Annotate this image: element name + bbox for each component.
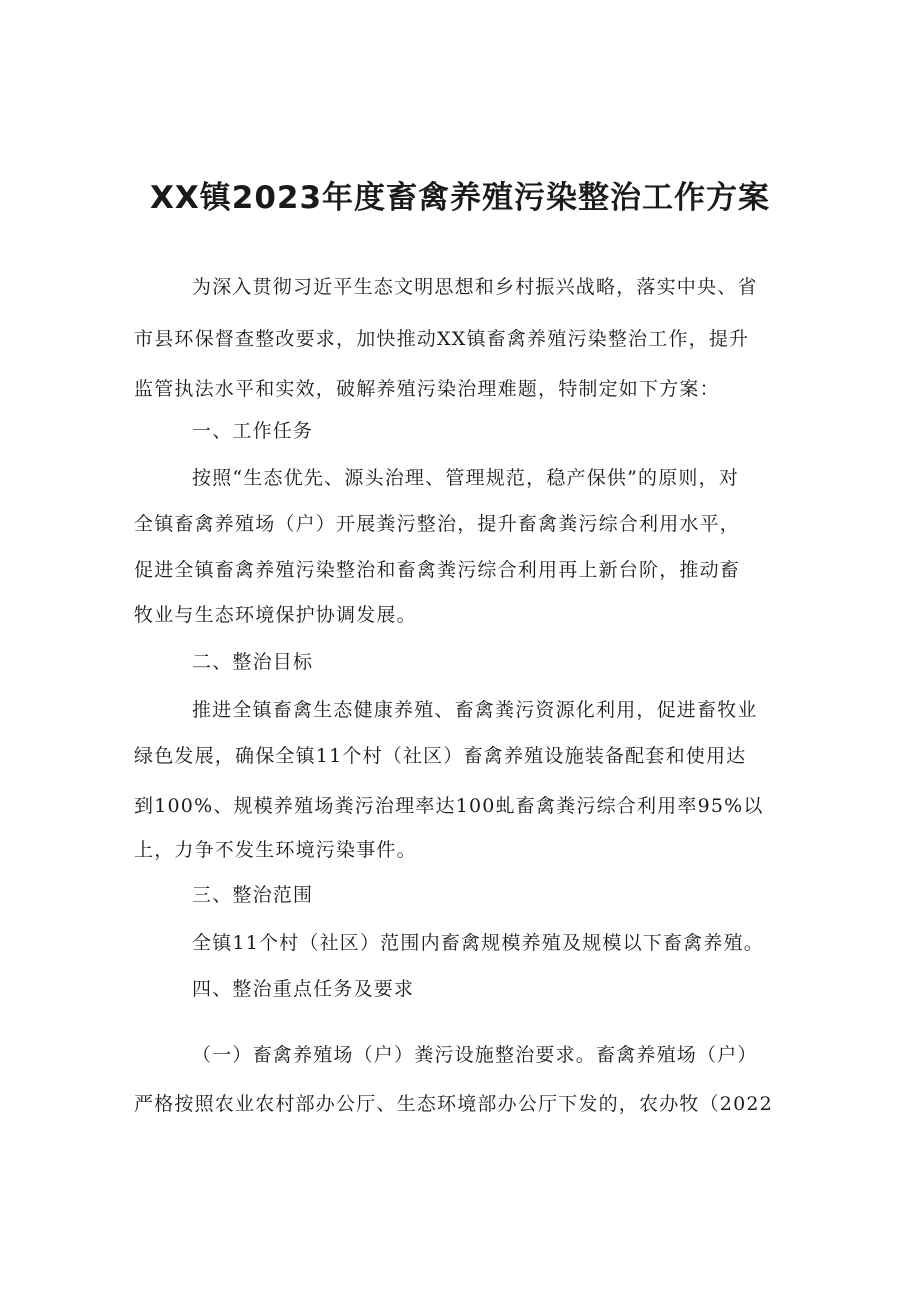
section-heading: 二、整治目标	[192, 651, 314, 673]
paragraph-line: 到100%、规模养殖场粪污治理率达100虬畜禽粪污综合利用率95%以	[134, 795, 764, 817]
paragraph-line: （一）畜禽养殖场（户）粪污设施整治要求。畜禽养殖场（户）	[192, 1044, 758, 1066]
paragraph-line: 上，力争不发生环境污染事件。	[134, 839, 417, 861]
paragraph-line: 绿色发展，确保全镇11个村（社区）畜禽养殖设施装备配套和使用达	[134, 745, 747, 767]
paragraph-line: 牧业与生态环境保护协调发展。	[134, 604, 417, 626]
paragraph-line: 全镇11个村（社区）范围内畜禽规模养殖及规模以下畜禽养殖。	[192, 932, 764, 954]
paragraph-line: 市县环保督查整改要求，加快推动XX镇畜禽养殖污染整治工作，提升	[134, 328, 750, 350]
paragraph-line: 按照“生态优先、源头治理、管理规范，稳产保供”的原则，对	[192, 467, 740, 489]
section-heading: 四、整治重点任务及要求	[192, 978, 415, 1000]
paragraph-line: 为深入贯彻习近平生态文明思想和乡村振兴战略，落实中央、省	[192, 276, 758, 298]
paragraph-line: 推进全镇畜禽生态健康养殖、畜禽粪污资源化利用，促进畜牧业	[192, 699, 758, 721]
paragraph-line: 监管执法水平和实效，破解养殖污染治理难题，特制定如下方案：	[134, 378, 720, 400]
paragraph-line: 全镇畜禽养殖场（户）开展粪污整治，提升畜禽粪污综合利用水平，	[134, 513, 741, 535]
paragraph-line: 严格按照农业农村部办公厅、生态环境部办公厅下发的，农办牧（2022	[134, 1093, 773, 1115]
document-title: XX镇2023年度畜禽养殖污染整治工作方案	[149, 180, 771, 216]
section-heading: 三、整治范围	[192, 884, 314, 906]
section-heading: 一、工作任务	[192, 420, 314, 442]
paragraph-line: 促进全镇畜禽养殖污染整治和畜禽粪污综合利用再上新台阶，推动畜	[134, 559, 741, 581]
